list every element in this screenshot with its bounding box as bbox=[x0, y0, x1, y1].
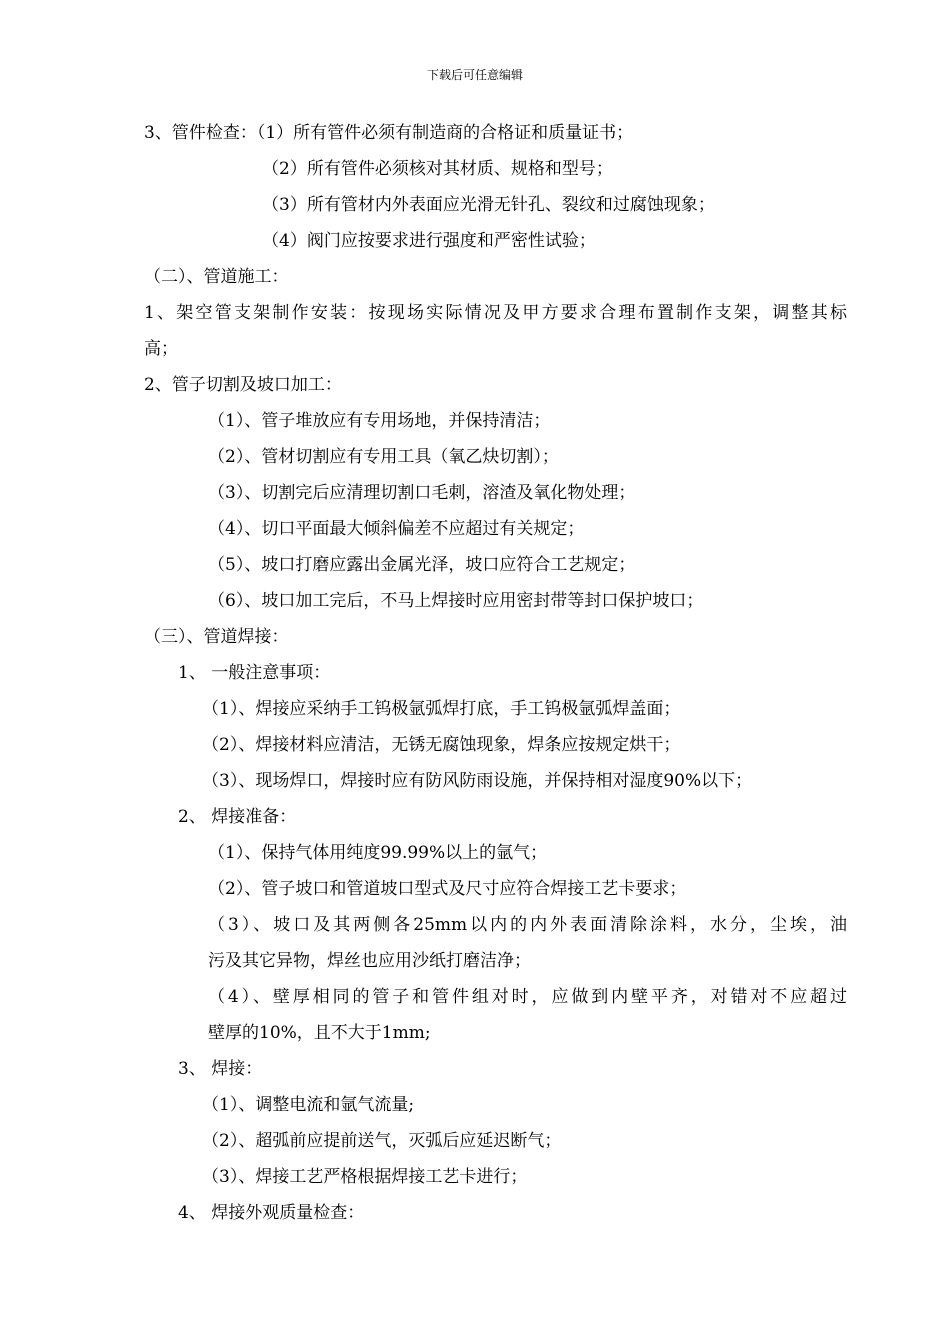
text-line: 4、 焊接外观质量检查： bbox=[178, 1203, 365, 1223]
section-heading: （二）、管道施工： bbox=[144, 267, 289, 287]
text-line: （5）、坡口打磨应露出金属光泽，坡口应符合工艺规定； bbox=[208, 555, 636, 575]
text-line: （3）、焊接工艺严格根据焊接工艺卡进行； bbox=[202, 1167, 528, 1187]
text-line: （2）、管材切割应有专用工具（氧乙炔切割）； bbox=[208, 447, 559, 467]
text-line: （2）、焊接材料应清洁，无锈无腐蚀现象，焊条应按规定烘干； bbox=[202, 735, 681, 755]
text-line: 污及其它异物，焊丝也应用沙纸打磨洁净； bbox=[208, 951, 531, 971]
text-line: （1）、调整电流和氩气流量; bbox=[202, 1095, 415, 1115]
text-line: 高； bbox=[144, 339, 178, 359]
text-line: （6）、坡口加工完后，不马上焊接时应用密封带等封口保护坡口； bbox=[208, 591, 704, 611]
text-line: 2、管子切割及坡口加工： bbox=[144, 375, 342, 395]
section-heading: （三）、管道焊接： bbox=[144, 627, 289, 647]
text-line: （3）、现场焊口，焊接时应有防风防雨设施，并保持相对湿度90%以下； bbox=[202, 771, 753, 791]
text-line: （2）、管子坡口和管道坡口型式及尺寸应符合焊接工艺卡要求； bbox=[208, 879, 687, 899]
text-line: （3）、切割完后应清理切割口毛刺，溶渣及氧化物处理； bbox=[208, 483, 636, 503]
text-line: （4）阀门应按要求进行强度和严密性试验； bbox=[262, 231, 596, 251]
text-line: （1）、保持气体用纯度99.99%以上的氩气； bbox=[208, 843, 548, 863]
page-header-note: 下载后可任意编辑 bbox=[426, 68, 523, 82]
text-line: 3、管件检查：（1）所有管件必须有制造商的合格证和质量证书； bbox=[144, 123, 634, 143]
text-line: 2、 焊接准备： bbox=[178, 807, 297, 827]
text-line: 1、架空管支架制作安装：按现场实际情况及甲方要求合理布置制作支架，调整其标 bbox=[144, 303, 847, 323]
text-line: 1、 一般注意事项： bbox=[178, 663, 331, 683]
text-line: （4）、壁厚相同的管子和管件组对时，应做到内壁平齐，对错对不应超过 bbox=[208, 987, 847, 1007]
text-line: （2）、超弧前应提前送气，灭弧后应延迟断气； bbox=[202, 1131, 562, 1151]
text-line: （2）所有管件必须核对其材质、规格和型号； bbox=[262, 159, 613, 179]
text-line: 3、 焊接： bbox=[178, 1059, 263, 1079]
text-line: 壁厚的10%，且不大于1mm; bbox=[208, 1023, 431, 1043]
text-line: （4）、切口平面最大倾斜偏差不应超过有关规定； bbox=[208, 519, 585, 539]
text-line: （1）、管子堆放应有专用场地，并保持清洁； bbox=[208, 411, 551, 431]
text-line: （1）、焊接应采纳手工钨极氩弧焊打底，手工钨极氩弧焊盖面； bbox=[202, 699, 681, 719]
text-line: （3）所有管材内外表面应光滑无针孔、裂纹和过腐蚀现象； bbox=[262, 195, 715, 215]
text-line: （3）、坡口及其两侧各25mm以内的内外表面清除涂料，水分，尘埃，油 bbox=[208, 915, 847, 935]
